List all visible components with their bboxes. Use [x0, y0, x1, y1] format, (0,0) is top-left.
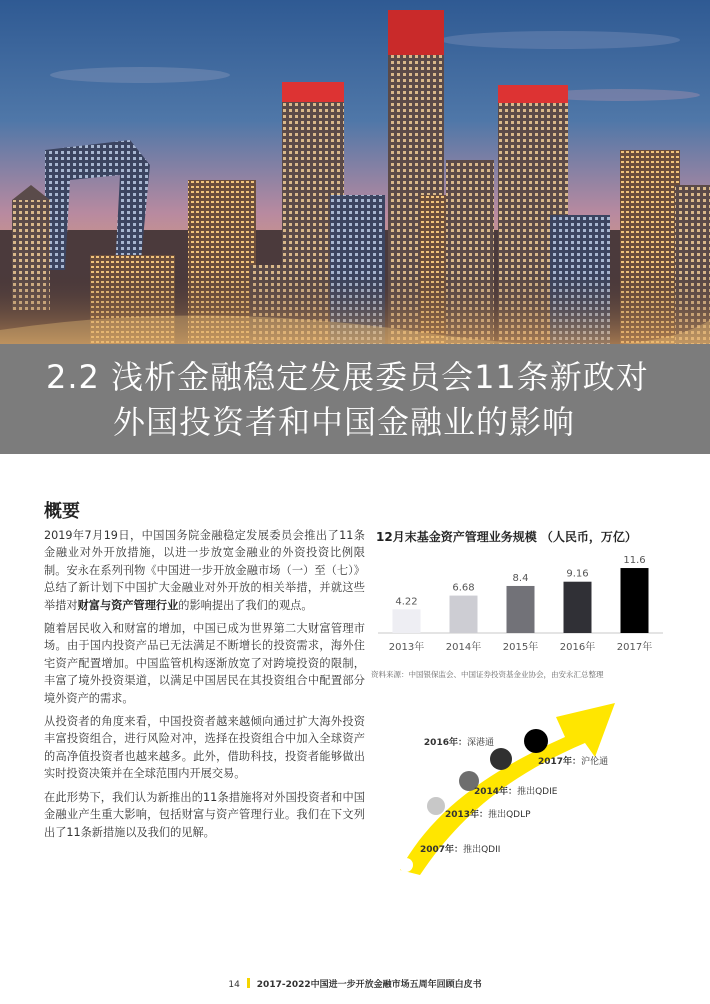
timeline-year: 2014年： — [474, 787, 518, 797]
timeline-dot-2017年 — [524, 729, 548, 753]
timeline-event: 推出QDIE — [517, 787, 558, 797]
overview-body — [44, 527, 365, 847]
bar-2013年 — [393, 609, 421, 633]
timeline-label — [538, 755, 608, 767]
timeline-dot-2007年 — [399, 858, 413, 872]
x-tick-label: 2013年 — [388, 642, 425, 653]
x-tick-label: 2017年 — [616, 642, 653, 653]
timeline-year: 2017年： — [538, 757, 582, 767]
timeline-label — [445, 808, 531, 820]
timeline-event: 推出QDLP — [488, 810, 531, 820]
paragraph-1-emphasis: 财富与资产管理行业 — [77, 598, 179, 612]
timeline-year: 2007年： — [420, 845, 464, 855]
overview-heading: 概要 — [44, 501, 80, 522]
timeline-label — [474, 785, 558, 797]
bar-2014年 — [450, 596, 478, 633]
publication-title: 2017-2022中国进一步开放金融市场五周年回顾白皮书 — [256, 980, 482, 990]
timeline-dot-2016年 — [490, 748, 512, 770]
city-skyline-illustration — [0, 0, 710, 344]
timeline-event: 推出QDII — [463, 845, 501, 855]
bar-2016年 — [564, 582, 592, 633]
bar-chart — [370, 545, 670, 660]
source-note: 资料来源：中国银保监会、中国证券投资基金业协会，由安永汇总整理 — [371, 670, 604, 679]
bar-2015年 — [507, 586, 535, 633]
timeline-label — [424, 736, 494, 748]
paragraph-1 — [44, 527, 365, 614]
x-tick-label: 2016年 — [559, 642, 596, 653]
page-number: 14 — [228, 980, 240, 990]
page-footer — [0, 977, 710, 990]
section-title-line-2: 外国投资者和中国金融业的影响 — [113, 403, 576, 441]
data-label: 9.16 — [566, 568, 589, 580]
timeline-arrow-graphic — [370, 695, 670, 885]
timeline-year: 2016年： — [423, 738, 467, 748]
timeline-dot-2013年 — [427, 797, 445, 815]
data-label: 4.22 — [395, 596, 418, 608]
x-tick-label: 2014年 — [445, 642, 482, 653]
x-tick-label: 2015年 — [502, 642, 539, 653]
paragraph-3: 从投资者的角度来看，中国投资者越来越倾向通过扩大海外投资丰富投资组合，进行风险对冲，选择在投资组合中加入全球资产的高净值投资者也越来越多。此外，借助科技，投资者能够做出实时投资决策并在全球范围内开展交易。 — [44, 715, 365, 781]
timeline-label — [420, 843, 500, 855]
section-title-line-1: 2.2 浅析金融稳定发展委员会11条新政对 — [46, 358, 649, 396]
footer-divider — [247, 978, 250, 988]
paragraph-2: 随着居民收入和财富的增加，中国已成为世界第二大财富管理市场。由于国内投资产品已无法满足不断增长的投资需求，海外住宅资产配置增加。中国监管机构逐渐放宽了对跨境投资的限制，丰富了境外投资渠道，以满足中国居民在其投资组合中配置部分境外资产的需求。 — [44, 622, 365, 705]
timeline-year: 2013年： — [445, 810, 489, 820]
chart-title: 12月末基金资产管理业务规模 （人民币，万亿） — [376, 530, 637, 544]
bar-2017年 — [621, 568, 649, 633]
paragraph-4: 在此形势下，我们认为新推出的11条措施将对外国投资者和中国金融业产生重大影响，包括财富与资产管理行业。我们在下文列出了11条新措施以及我们的见解。 — [44, 790, 365, 839]
hero-photo — [0, 0, 710, 344]
data-label: 6.68 — [452, 582, 475, 594]
data-label: 8.4 — [512, 572, 529, 584]
timeline-event: 深港通 — [466, 738, 494, 748]
paragraph-1-text-a: 2019年7月19日，中国国务院金融稳定发展委员会推出了11条金融业对外开放措施，以进一步放宽金融业的外资投资比例限制。安永在系列刊物《中国进一步开放金融市场（一）至（七）》总结了新计划下中国扩大金融业对外开放的相关举措，并就这些举措对 — [44, 529, 365, 612]
data-label: 11.6 — [623, 555, 646, 567]
timeline-event: 沪伦通 — [581, 757, 609, 767]
paragraph-1-text-c: 的影响提出了我们的观点。 — [178, 598, 313, 612]
